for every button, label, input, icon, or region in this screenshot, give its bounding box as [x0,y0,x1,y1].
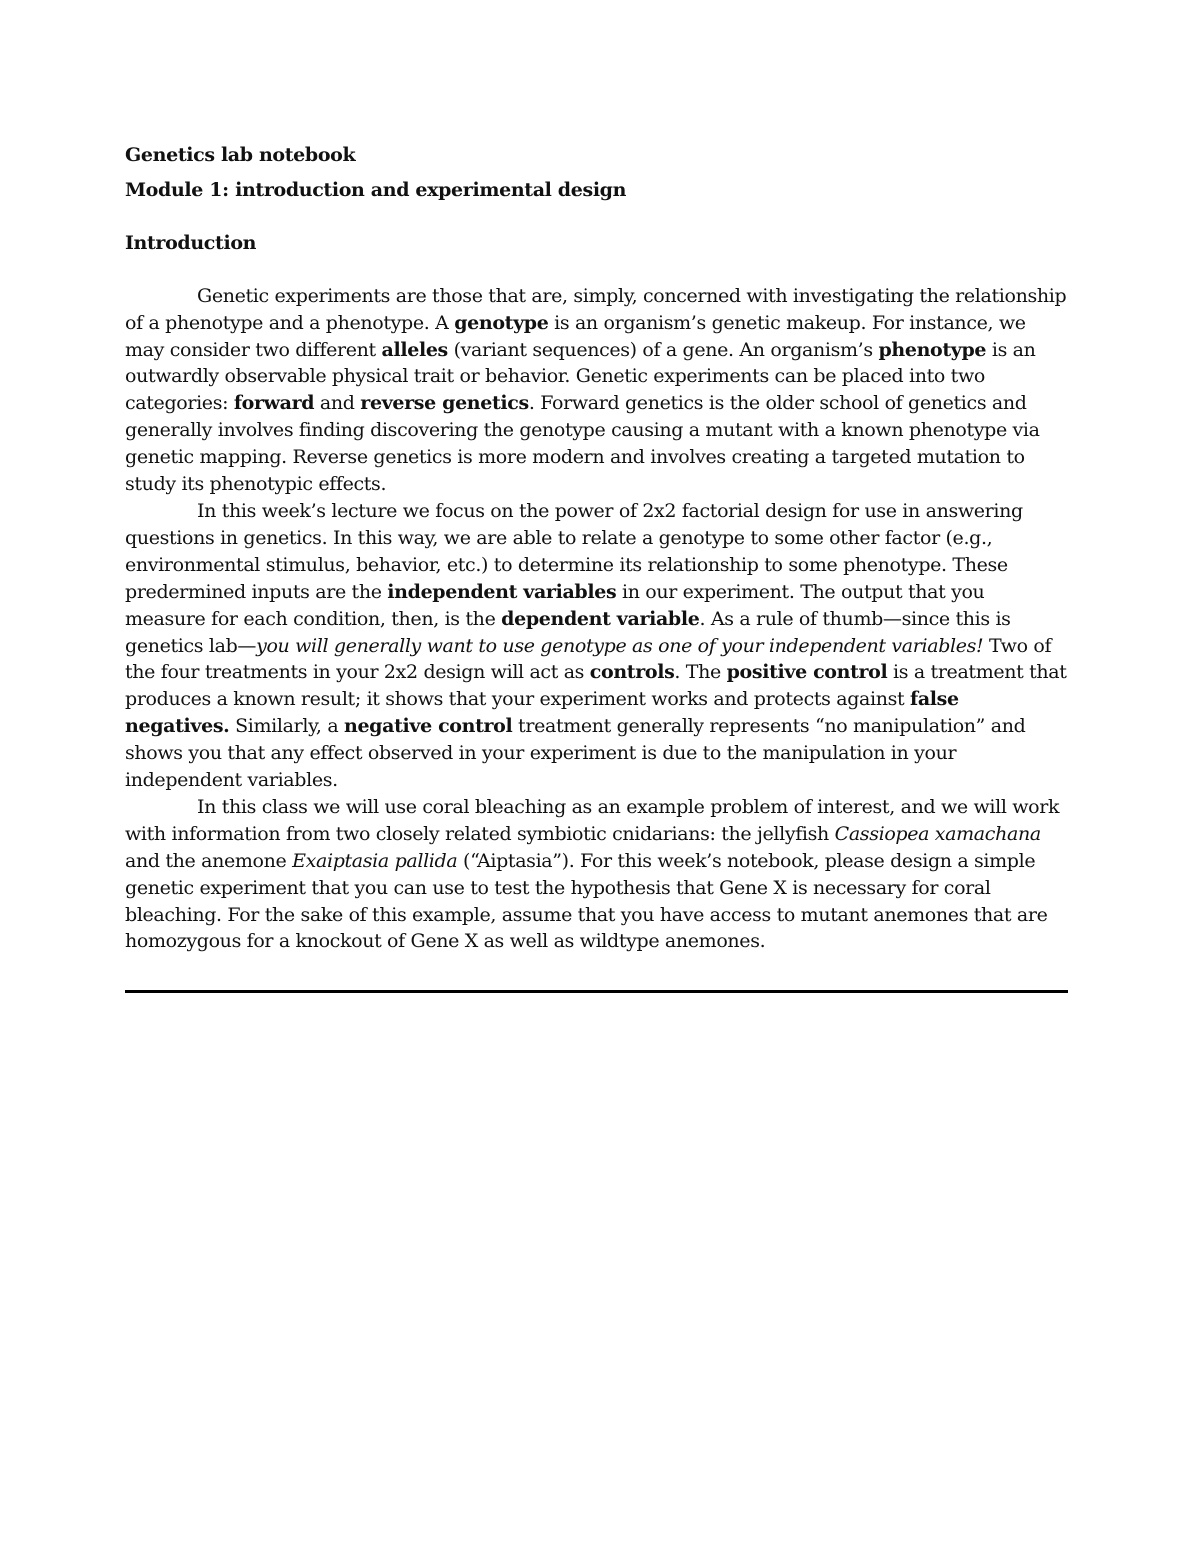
bold-term: controls [589,661,675,684]
bold-term: dependent variable [501,607,700,630]
bold-term: genotype [454,311,549,334]
text-run: In this week’s lecture we focus on the power of 2x2 factorial design for use in answering questions in genetics. In this way, we are able to relate a genotype to some other factor (e.g., environmental stimulus, behavior, etc.) to determine its relationship to some phenotype. These predermined inputs are the [125,499,1023,603]
text-run: Similarly, a [229,715,344,738]
document-body [125,142,1068,955]
paragraph-1 [125,283,1068,498]
bold-term: phenotype [878,338,987,361]
text-run: (“Aiptasia”). For this week’s notebook, please design a simple genetic experiment that you can use to test the hypothesis that Gene X is necessary for coral bleaching. For the sake of this example, assume that you have access to mutant anemones that are homozygous for a knockout of Gene X as well as wildtype anemones. [125,849,1048,953]
italic-text: you will generally want to use genotype as one of your independent variables! [256,634,984,657]
text-run: in our experiment. The output that you measure for each condition, then, is the [125,580,985,630]
text-run: . Forward genetics is the older school of genetics and generally involves finding discovering the genotype causing a mutant with a known phenotype via genetic mapping. Reverse genetics is more modern and involves creating a targeted mutation to study its phenotypic effects. [125,392,1040,496]
italic-text: Exaiptasia pallida [292,849,458,872]
paragraph-3 [125,794,1068,955]
text-run: (variant sequences) of a gene. An organism’s [447,338,879,361]
text-run: is an outwardly observable physical trait or behavior. Genetic experiments can be placed into two categories: [125,338,1036,415]
text-run: . The [674,661,727,684]
bold-term: forward [233,392,315,415]
horizontal-rule [125,990,1068,993]
text-run: Genetic experiments are those that are, simply, concerned with investigating the relationship of a phenotype and a phenotype. A [125,284,1067,334]
module-heading: Module 1: introduction and experimental design [125,178,627,201]
section-heading: Introduction [125,231,257,254]
text-run: . As a rule of thumb—since this is genetics lab— [125,607,1011,657]
bold-term: positive control [726,661,888,684]
text-run: Two of the four treatments in your 2x2 design will act as [125,634,1052,684]
text-run: treatment generally represents “no manipulation” and shows you that any effect observed in your experiment is due to the manipulation in your independent variables. [125,715,1026,792]
text-run: and [314,392,361,415]
text-run: In this class we will use coral bleaching as an example problem of interest, and we will work with information from two closely related symbiotic cnidarians: the jellyfish [125,795,1060,845]
text-run: and the anemone [125,849,293,872]
bold-term: negative control [343,715,513,738]
italic-text: Cassiopea xamachana [834,822,1041,845]
bold-term: false negatives. [125,688,959,738]
text-run: is a treatment that produces a known result; it shows that your experiment works and protects against [125,661,1067,711]
bold-term: independent variables [387,580,617,603]
text-run: is an organism’s genetic makeup. For instance, we may consider two different [125,311,1026,361]
notebook-title: Genetics lab notebook [125,144,356,166]
bold-term: alleles [381,338,448,361]
paragraph-2 [125,498,1068,794]
body-text [125,283,1068,956]
bold-term: reverse genetics [360,392,529,415]
